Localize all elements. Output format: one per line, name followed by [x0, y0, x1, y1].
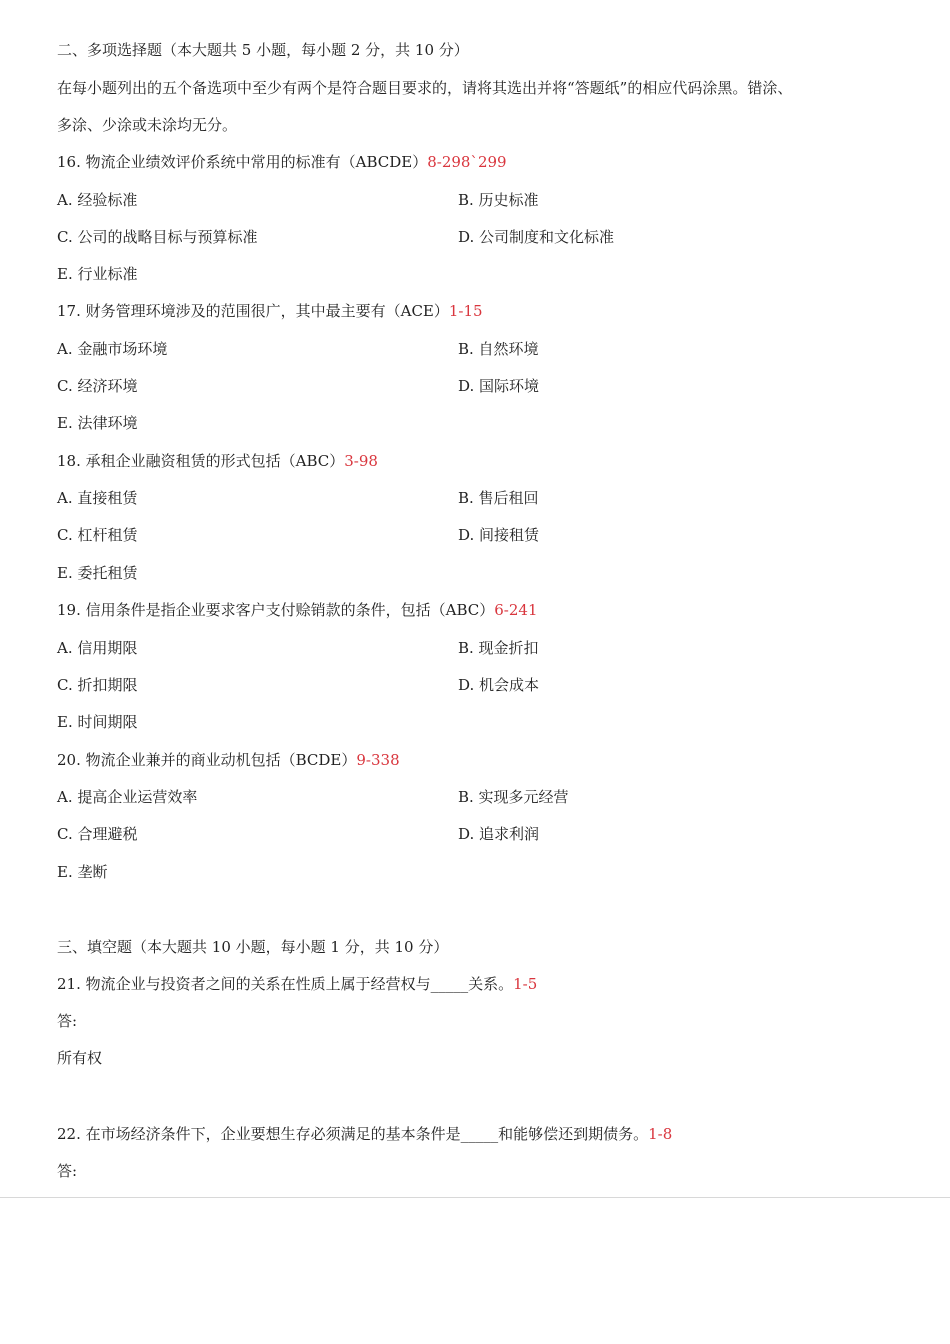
q19-option-b: B. 现金折扣	[458, 639, 539, 657]
question-19-reference: 6-241	[494, 601, 538, 619]
question-17-stem: 17. 财务管理环境涉及的范围很广，其中最主要有（ACE）	[57, 302, 449, 320]
q19-option-d: D. 机会成本	[458, 676, 540, 694]
question-22	[57, 1124, 672, 1144]
q20-option-c: C. 合理避税	[57, 825, 138, 843]
question-21-reference: 1-5	[513, 975, 538, 993]
q16-option-c: C. 公司的战略目标与预算标准	[57, 228, 258, 246]
question-21	[57, 974, 537, 994]
q17-option-c: C. 经济环境	[57, 377, 138, 395]
q20-option-b: B. 实现多元经营	[458, 788, 569, 806]
section2-instruction-line2: 多涂、少涂或未涂均无分。	[57, 116, 238, 134]
q16-option-d: D. 公司制度和文化标准	[458, 228, 615, 246]
q18-option-c: C. 杠杆租赁	[57, 526, 138, 544]
question-18-reference: 3-98	[344, 452, 378, 470]
question-22-answer-label: 答:	[57, 1162, 78, 1180]
q16-option-e: E. 行业标准	[57, 265, 138, 283]
question-16-stem: 16. 物流企业绩效评价系统中常用的标准有（ABCDE）	[57, 153, 428, 171]
q20-option-d: D. 追求利润	[458, 825, 540, 843]
q20-option-e: E. 垄断	[57, 863, 108, 881]
question-21-answer: 所有权	[57, 1049, 103, 1067]
q18-option-e: E. 委托租赁	[57, 564, 138, 582]
question-19-stem: 19. 信用条件是指企业要求客户支付赊销款的条件，包括（ABC）	[57, 601, 495, 619]
q19-option-e: E. 时间期限	[57, 713, 138, 731]
question-17-reference: 1-15	[448, 302, 483, 320]
section2-heading: 二、多项选择题（本大题共 5 小题，每小题 2 分，共 10 分）	[57, 41, 469, 59]
question-18	[57, 451, 378, 471]
q17-option-e: E. 法律环境	[57, 414, 138, 432]
q20-option-a: A. 提高企业运营效率	[57, 788, 198, 806]
q16-option-b: B. 历史标准	[458, 191, 539, 209]
question-16	[57, 152, 507, 172]
section3-heading: 三、填空题（本大题共 10 小题，每小题 1 分，共 10 分）	[57, 938, 449, 956]
section2-instruction-line1: 在每小题列出的五个备选项中至少有两个是符合题目要求的，请将其选出并将“答题纸”的相应代码涂黑。错涂、	[57, 79, 793, 97]
q17-option-d: D. 国际环境	[458, 377, 540, 395]
question-20	[57, 750, 400, 770]
page-bottom-divider	[0, 1197, 950, 1198]
question-20-stem: 20. 物流企业兼并的商业动机包括（BCDE）	[57, 751, 357, 769]
q17-option-a: A. 金融市场环境	[57, 340, 168, 358]
q19-option-a: A. 信用期限	[57, 639, 138, 657]
question-19	[57, 600, 538, 620]
q18-option-b: B. 售后租回	[458, 489, 539, 507]
question-21-answer-label: 答:	[57, 1012, 78, 1030]
question-22-reference: 1-8	[648, 1125, 673, 1143]
q19-option-c: C. 折扣期限	[57, 676, 138, 694]
q16-option-a: A. 经验标准	[57, 191, 138, 209]
question-21-stem: 21. 物流企业与投资者之间的关系在性质上属于经营权与_____关系。	[57, 975, 514, 993]
q18-option-a: A. 直接租赁	[57, 489, 138, 507]
q17-option-b: B. 自然环境	[458, 340, 539, 358]
q18-option-d: D. 间接租赁	[458, 526, 540, 544]
question-16-reference: 8-298`299	[427, 153, 507, 171]
question-18-stem: 18. 承租企业融资租赁的形式包括（ABC）	[57, 452, 345, 470]
question-20-reference: 9-338	[356, 751, 400, 769]
question-22-stem: 22. 在市场经济条件下，企业要想生存必须满足的基本条件是_____和能够偿还到期债务。	[57, 1125, 649, 1143]
question-17	[57, 301, 483, 321]
